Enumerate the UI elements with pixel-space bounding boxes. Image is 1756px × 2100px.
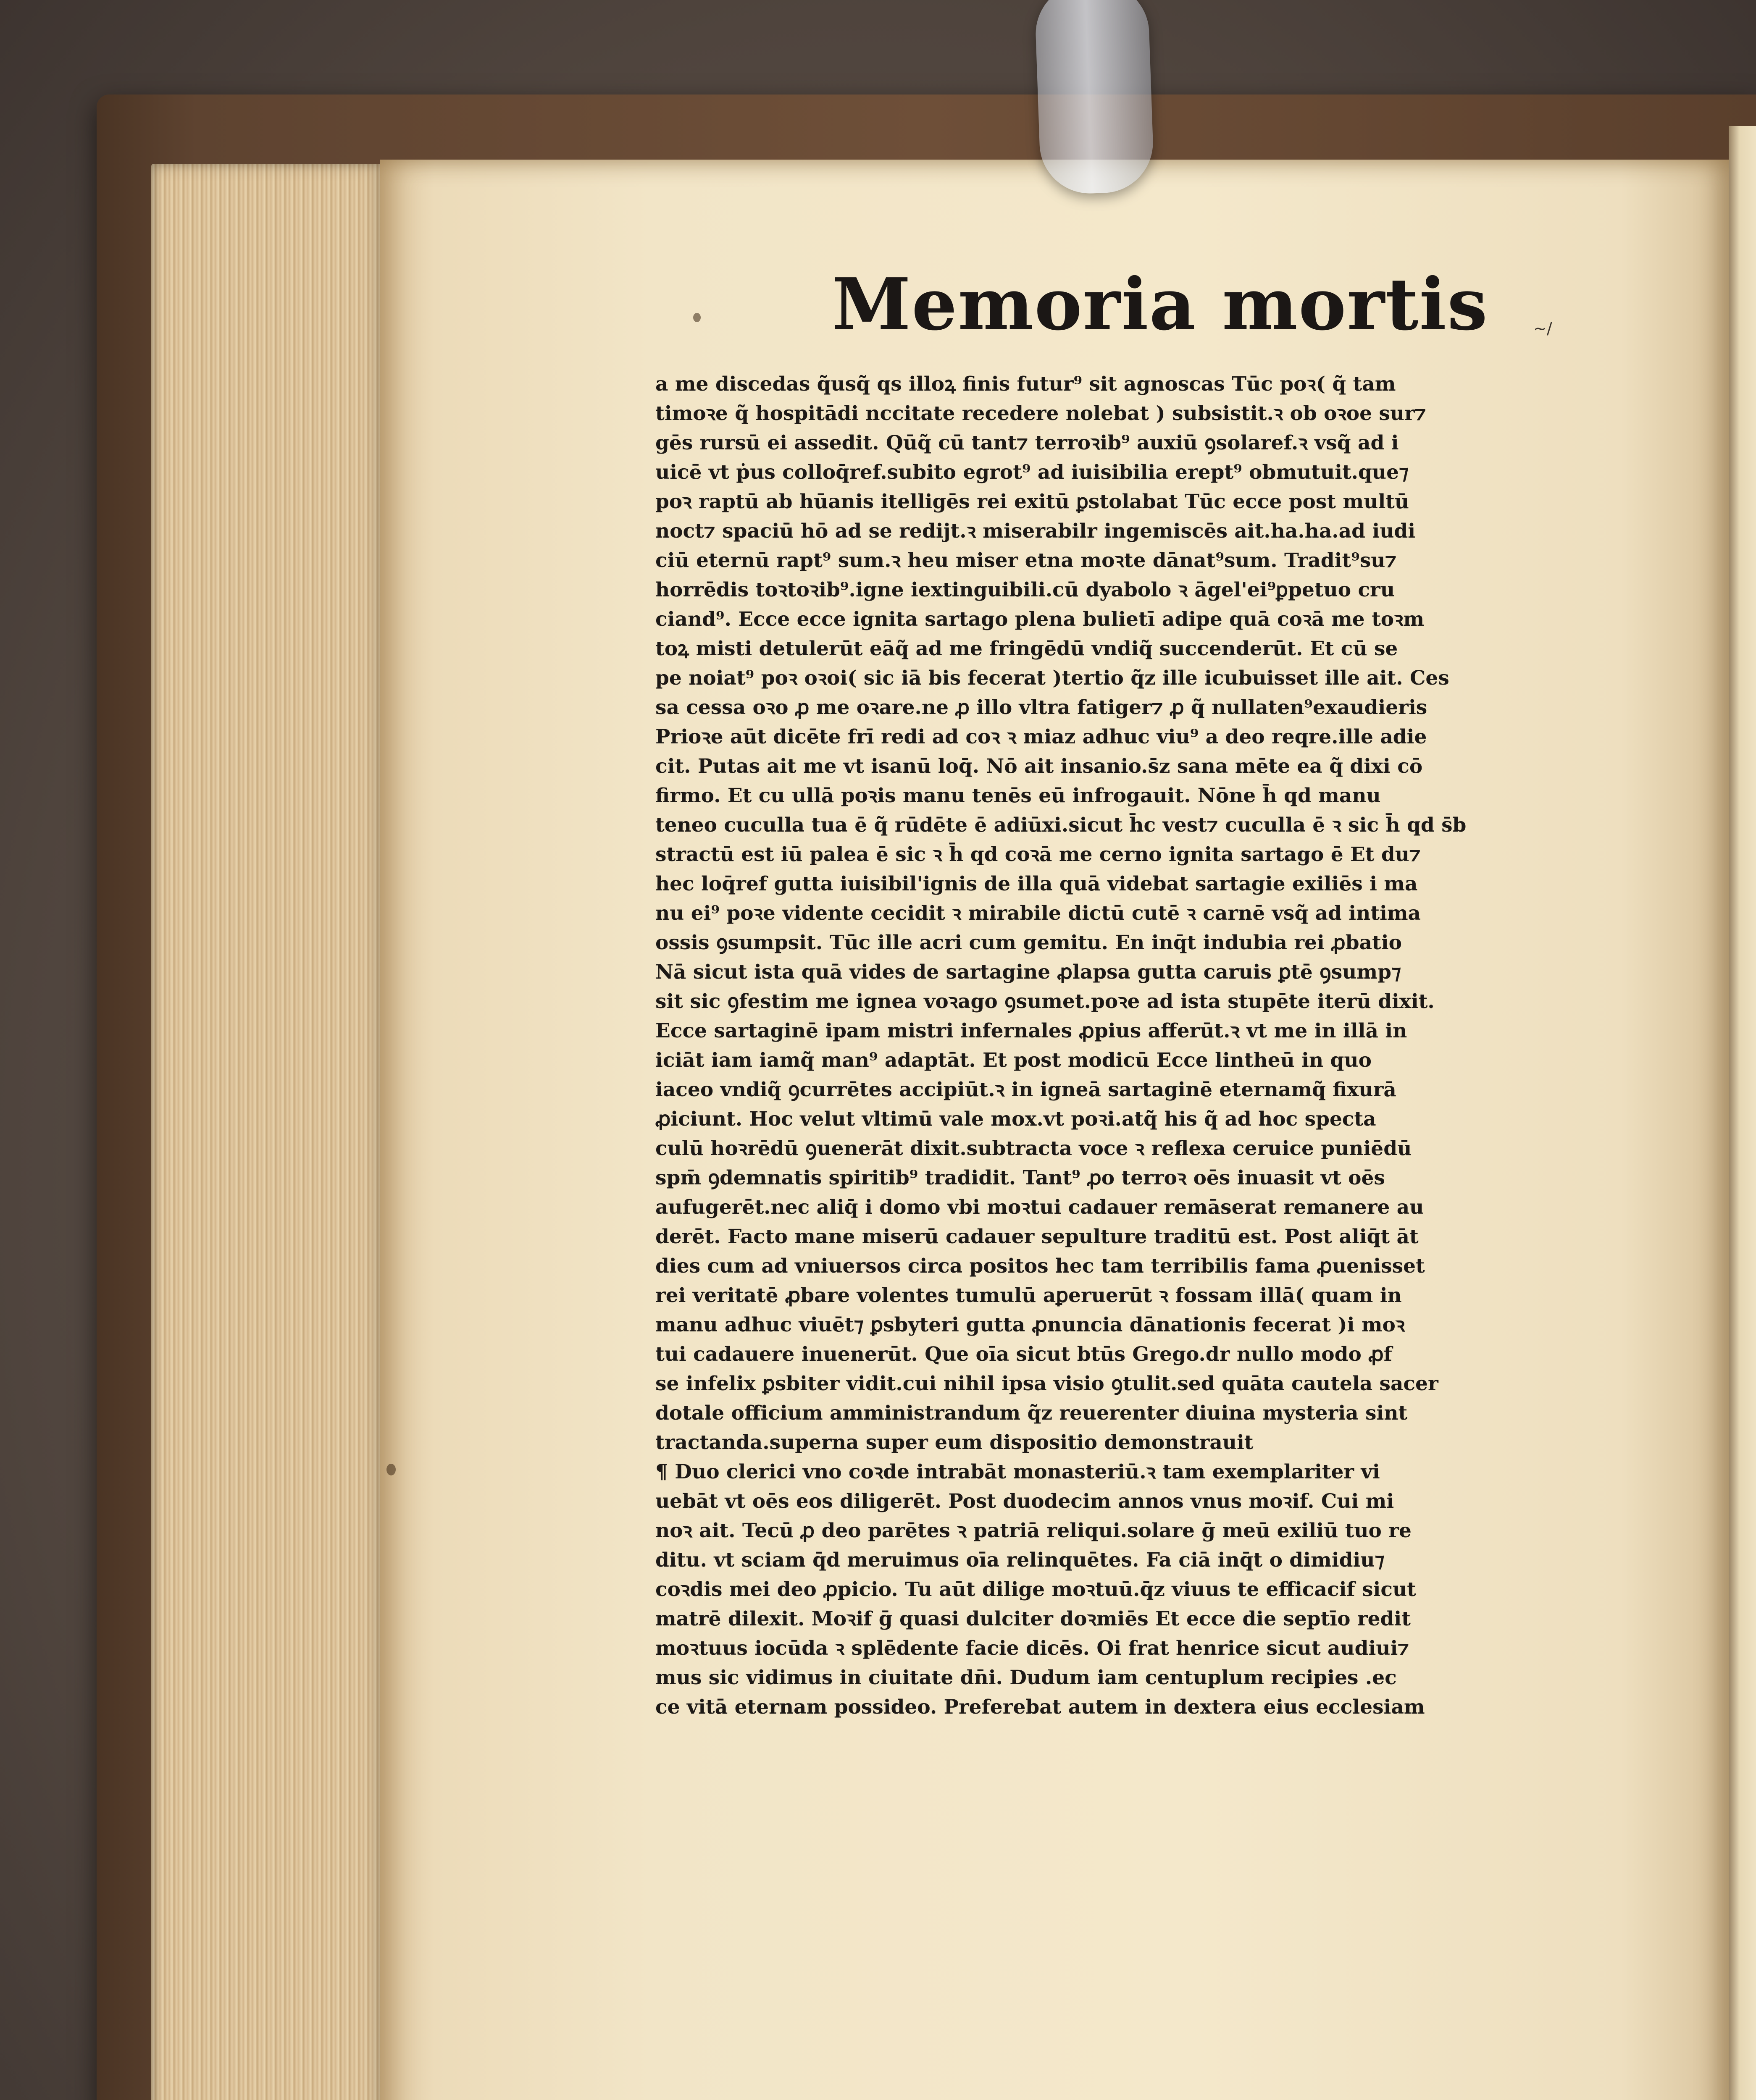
text-line: uebāt vt oēs eos diligerēt. Post duodecim annos vnus moꝛif. Cui mi <box>655 1490 1394 1513</box>
text-block <box>655 370 1559 1848</box>
text-line: moꝛtuus iocūda ꝛ splēdente facie dicēs. Oi frat henrice sicut audiui⁊ <box>655 1637 1409 1660</box>
text-line: ciand⁹. Ecce ecce ignita sartago plena bulietī adipe quā coꝛā me toꝛm <box>655 608 1425 631</box>
text-line: stractū est iū palea ē sic ꝛ h̄ qd coꝛā me cerno ignita sartago ē Et du⁊ <box>655 843 1421 866</box>
text-line: spm̄ ꝯdemnatis spiritib⁹ tradidit. Tant⁹ ꝓo terroꝛ oēs inuasit vt oēs <box>655 1166 1385 1189</box>
text-line: matrē dilexit. Moꝛif ḡ quasi dulciter doꝛmiēs Et ecce die septīo redit <box>655 1607 1411 1630</box>
facing-page-edge <box>1729 126 1756 2100</box>
text-line: ce vitā eternam possideo. Preferebat autem in dextera eius ecclesiam <box>655 1696 1425 1719</box>
text-line: iaceo vndiq̃ ꝯcurrētes accipiūt.ꝛ in igneā sartaginē eternamq̃ fixurā <box>655 1078 1396 1101</box>
text-line: ossis ꝯsumpsit. Tūc ille acri cum gemitu. En inq̄t indubia rei ꝓbatio <box>655 931 1402 954</box>
text-line: derēt. Facto mane miserū cadauer sepulture traditū est. Post aliq̄t āt <box>655 1225 1419 1248</box>
text-line: dies cum ad vniuersos circa positos hec tam terribilis fama ꝓuenisset <box>655 1255 1425 1278</box>
text-line: culū hoꝛrēdū ꝯuenerāt dixit.subtracta voce ꝛ reflexa ceruice puniēdū <box>655 1137 1412 1160</box>
text-line: uicē vt ṗus colloq̄ref.subito egrot⁹ ad iuisibilia erept⁹ obmutuit.que⁊ <box>655 461 1409 484</box>
page-block-edges <box>151 164 386 2100</box>
text-line: noct⁊ spaciū hō ad se redijt.ꝛ miserabilr ingemiscēs ait.ha.ha.ad iudi <box>655 520 1416 543</box>
text-line: sa cessa oꝛo ꝓ me oꝛare.ne ꝓ illo vltra fatiger⁊ ꝓ q̃ nullaten⁹exaudieris <box>655 696 1427 719</box>
ink-spot <box>386 1464 396 1475</box>
text-line: ditu. vt sciam q̄d meruimus oīa relinquētes. Fa ciā inq̄t o dimidiu⁊ <box>655 1549 1385 1572</box>
text-line: ciū eternū rapt⁹ sum.ꝛ heu miser etna moꝛte dānat⁹sum. Tradit⁹su⁊ <box>655 549 1397 572</box>
text-line: cit. Putas ait me vt isanū loq̄. Nō ait insanio.s̄z sana mēte ea q̃ dixi cō <box>655 755 1423 778</box>
text-line: firmo. Et cu ullā poꝛis manu tenēs eū infrogauit. Nōne h̄ qd manu <box>655 784 1381 807</box>
text-line: Ecce sartaginē ipam mistri infernales ꝓpius afferūt.ꝛ vt me in illā in <box>655 1019 1407 1042</box>
book-clip-top <box>1034 0 1154 195</box>
text-line: tui cadauere inuenerūt. Que oīa sicut btūs Grego.dr nullo modo ꝓf <box>655 1343 1392 1366</box>
text-line: Nā sicut ista quā vides de sartagine ꝓlapsa gutta caruis ꝑtē ꝯsump⁊ <box>655 961 1401 984</box>
text-line: dotale officium amministrandum q̃z reuerenter diuina mysteria sint <box>655 1402 1408 1425</box>
text-line: Prioꝛe aūt dicēte frī redi ad coꝛ ꝛ miaz adhuc viu⁹ a deo reqre.ille adie <box>655 725 1427 748</box>
text-line: timoꝛe q̃ hospitādi nccitate recedere nolebat ) subsistit.ꝛ ob oꝛoe sur⁊ <box>655 402 1426 425</box>
text-line: toꝝ misti detulerūt eāq̃ ad me fringēdū vndiq̃ succenderūt. Et cū se <box>655 637 1398 660</box>
text-line: gēs rursū ei assedit. Qūq̃ cū tant⁊ terroꝛib⁹ auxiū ꝯsolaref.ꝛ vsq̃ ad i <box>655 431 1399 454</box>
text-line: ꝓiciunt. Hoc velut vltimū vale mox.vt poꝛi.atq̃ his q̃ ad hoc specta <box>655 1108 1376 1131</box>
text-line: rei veritatē ꝓbare volentes tumulū aꝑeruerūt ꝛ fossam illā( quam in <box>655 1284 1402 1307</box>
ink-spot <box>693 313 701 322</box>
folio-mark: ~/ <box>1533 319 1552 338</box>
text-line: pe noiat⁹ poꝛ oꝛoi( sic iā bis fecerat )tertio q̃z ille icubuisset ille ait. Ces <box>655 667 1449 690</box>
running-title: Memoria mortis <box>832 262 1488 346</box>
text-line: poꝛ raptū ab hūanis itelligēs rei exitū ꝑstolabat Tūc ecce post multū <box>655 490 1409 513</box>
text-line: horrēdis toꝛtoꝛib⁹.igne iextinguibili.cū dyabolo ꝛ āgel'ei⁹ꝑpetuo cru <box>655 578 1395 601</box>
text-line: mus sic vidimus in ciuitate dn̄i. Dudum iam centuplum recipies .ec <box>655 1666 1397 1689</box>
text-line: teneo cuculla tua ē q̃ rūdēte ē adiūxi.sicut h̄c vest⁊ cuculla ē ꝛ sic h̄ qd s̄b <box>655 814 1467 837</box>
text-line: sit sic ꝯfestim me ignea voꝛago ꝯsumet.poꝛe ad ista stupēte iterū dixit. <box>655 990 1435 1013</box>
text-line: ¶ Duo clerici vno coꝛde intrabāt monasteriū.ꝛ tam exemplariter vi <box>655 1460 1380 1483</box>
text-line: coꝛdis mei deo ꝓpicio. Tu aūt dilige moꝛtuū.q̄z viuus te efficacif sicut <box>655 1578 1416 1601</box>
text-line: tractanda.superna super eum dispositio demonstrauit <box>655 1431 1254 1454</box>
text-line: nu ei⁹ poꝛe vidente cecidit ꝛ mirabile dictū cutē ꝛ carnē vsq̃ ad intima <box>655 902 1421 925</box>
text-line: noꝛ ait. Tecū ꝓ deo parētes ꝛ patriā reliqui.solare ḡ meū exiliū tuo re <box>655 1519 1412 1542</box>
text-line: a me discedas q̃usq̃ qs illoꝝ finis futur⁹ sit agnoscas Tūc poꝛ( q̃ tam <box>655 373 1396 396</box>
text-line: aufugerēt.nec aliq̄ i domo vbi moꝛtui cadauer remāserat remanere au <box>655 1196 1424 1219</box>
text-line: manu adhuc viuēt⁊ ꝑsbyteri gutta ꝓnuncia dānationis fecerat )i moꝛ <box>655 1313 1405 1336</box>
text-line: iciāt iam iamq̃ man⁹ adaptāt. Et post modicū Ecce lintheū in quo <box>655 1049 1372 1072</box>
text-line: se infelix ꝑsbiter vidit.cui nihil ipsa visio ꝯtulit.sed quāta cautela sacer <box>655 1372 1438 1395</box>
text-line: hec loq̄ref gutta iuisibil'ignis de illa quā videbat sartagie exiliēs i ma <box>655 872 1418 895</box>
